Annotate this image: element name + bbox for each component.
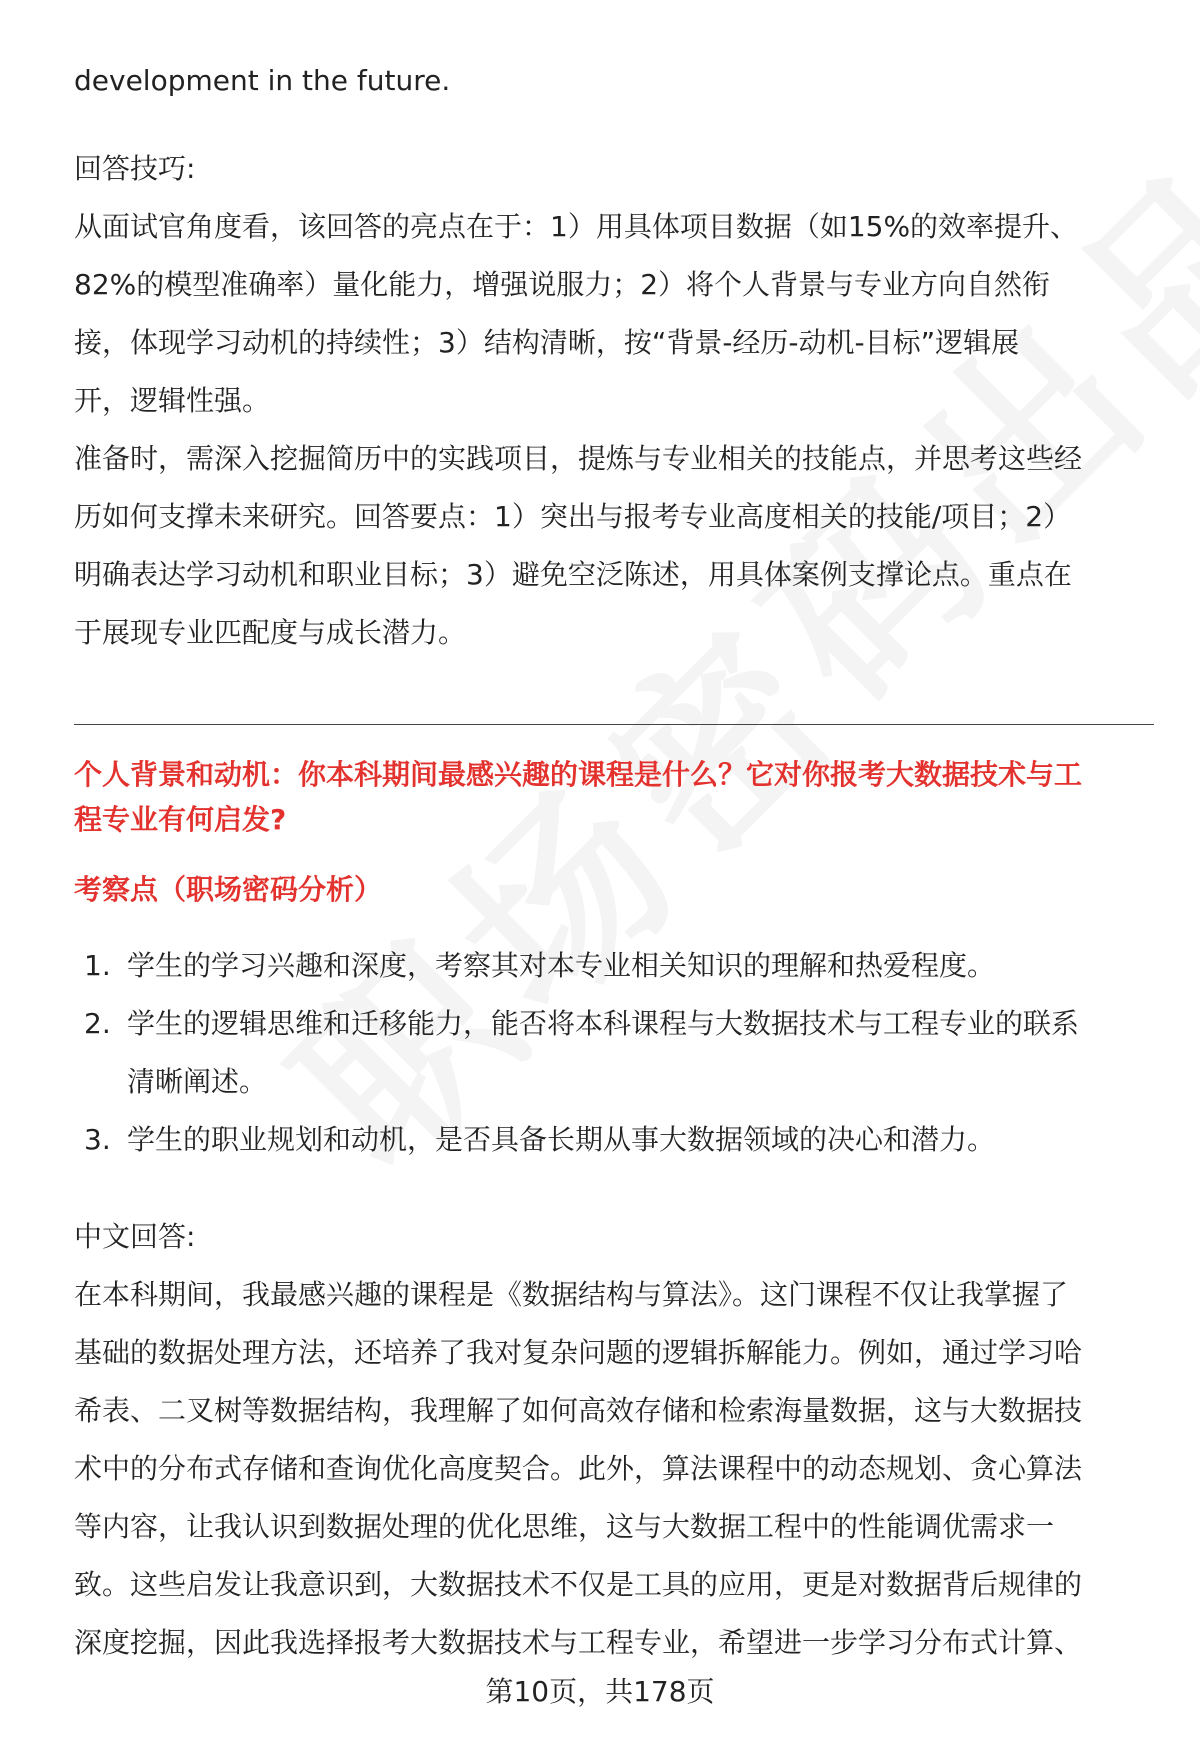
tips-heading: 回答技巧: <box>74 152 196 185</box>
list-item <box>74 995 1154 1053</box>
tips-line: 从面试官角度看，该回答的亮点在于：1）用具体项目数据（如15%的效率提升、 <box>74 210 1079 243</box>
examination-heading: 考察点（职场密码分析） <box>74 873 383 906</box>
tips-section <box>74 52 1154 662</box>
tips-line: 明确表达学习动机和职业目标；3）避免空泛陈述，用具体案例支撑论点。重点在 <box>74 558 1072 591</box>
answer-line: 深度挖掘，因此我选择报考大数据技术与工程专业，希望进一步学习分布式计算、 <box>74 1626 1083 1659</box>
answer-line: 等内容，让我认识到数据处理的优化思维，这与大数据工程中的性能调优需求一 <box>74 1510 1055 1543</box>
answer-line: 致。这些启发让我意识到，大数据技术不仅是工具的应用，更是对数据背后规律的 <box>74 1568 1083 1601</box>
answer-line: 在本科期间，我最感兴趣的课程是《数据结构与算法》。这门课程不仅让我掌握了 <box>74 1278 1069 1311</box>
section-divider <box>74 724 1154 725</box>
list-item-continuation <box>74 1053 1154 1111</box>
tips-line: 准备时，需深入挖掘简历中的实践项目，提炼与专业相关的技能点，并思考这些经 <box>74 442 1083 475</box>
question-line: 程专业有何启发? <box>74 803 287 836</box>
list-item-number: 1. <box>84 949 111 982</box>
tips-line: 82%的模型准确率）量化能力，增强说服力；2）将个人背景与专业方向自然衔 <box>74 268 1051 301</box>
list-item-number: 3. <box>84 1123 111 1156</box>
list-item <box>74 937 1154 995</box>
answer-line: 基础的数据处理方法，还培养了我对复杂问题的逻辑拆解能力。例如，通过学习哈 <box>74 1336 1083 1369</box>
list-item <box>74 1111 1154 1169</box>
answer-line: 希表、二叉树等数据结构，我理解了如何高效存储和检索海量数据，这与大数据技 <box>74 1394 1083 1427</box>
list-item-text: 学生的学习兴趣和深度，考察其对本专业相关知识的理解和热爱程度。 <box>127 949 996 982</box>
answer-heading: 中文回答: <box>74 1220 196 1253</box>
tips-line: 历如何支撑未来研究。回答要点：1）突出与报考专业高度相关的技能/项目；2） <box>74 500 1072 533</box>
answer-line: 术中的分布式存储和查询优化高度契合。此外，算法课程中的动态规划、贪心算法 <box>74 1452 1083 1485</box>
list-item-text: 学生的逻辑思维和迁移能力，能否将本科课程与大数据技术与工程专业的联系 <box>127 1007 1080 1040</box>
examination-list <box>74 937 1154 1169</box>
question-line: 个人背景和动机：你本科期间最感兴趣的课程是什么？它对你报考大数据技术与工 <box>74 758 1083 791</box>
answer-section <box>74 1208 1154 1672</box>
list-item-text: 清晰阐述。 <box>127 1065 268 1098</box>
list-item-text: 学生的职业规划和动机，是否具备长期从事大数据领域的决心和潜力。 <box>127 1123 996 1156</box>
list-item-number: 2. <box>84 1007 111 1040</box>
page-number: 第10页，共178页 <box>485 1675 715 1708</box>
tips-line: 于展现专业匹配度与成长潜力。 <box>74 616 467 649</box>
tips-line: 开，逻辑性强。 <box>74 384 271 417</box>
question-title <box>74 752 1154 842</box>
continued-text-line: development in the future. <box>74 64 451 97</box>
tips-line: 接，体现学习动机的持续性；3）结构清晰，按“背景-经历-动机-目标”逻辑展 <box>74 326 1020 359</box>
